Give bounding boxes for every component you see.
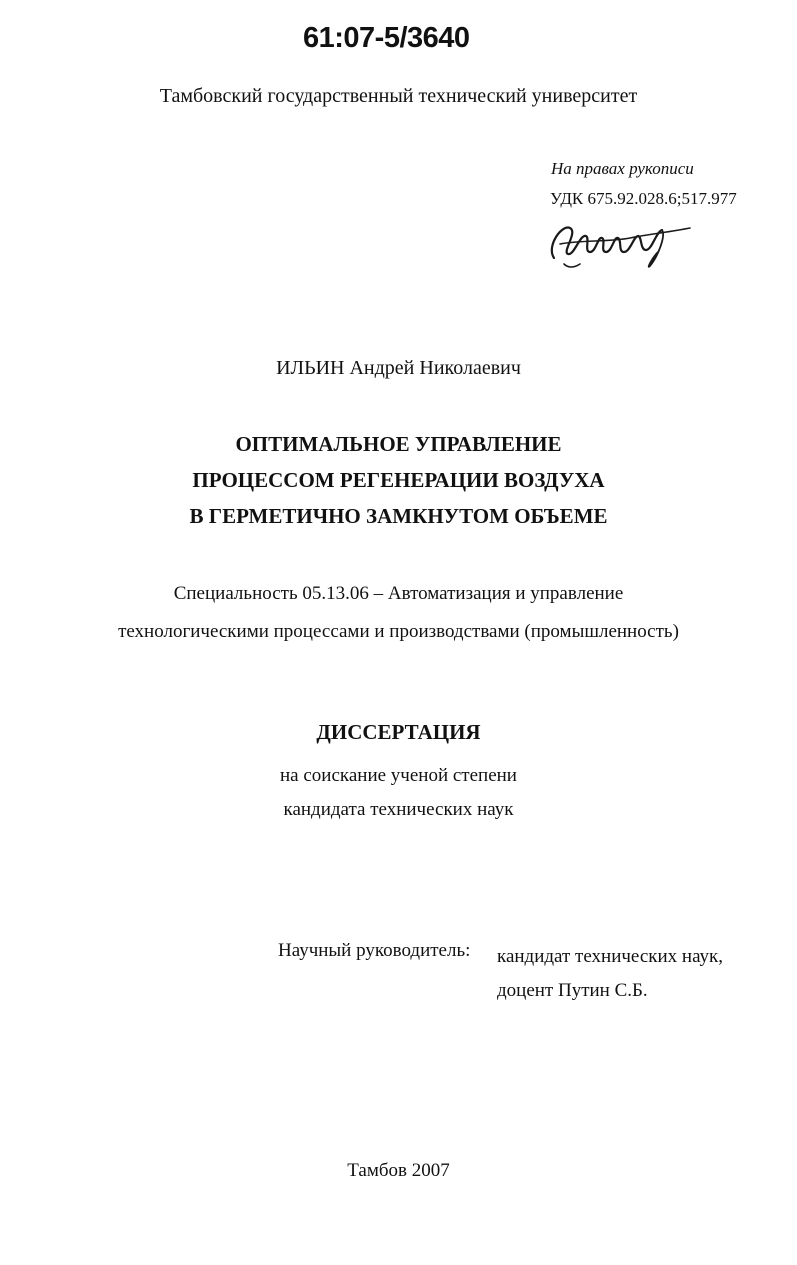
specialty (0, 575, 797, 651)
author-signature (540, 206, 700, 276)
title-line: ПРОЦЕССОМ РЕГЕНЕРАЦИИ ВОЗДУХА (192, 468, 605, 492)
degree-line: на соискание ученой степени (280, 765, 517, 786)
supervisor-line: кандидат технических наук, (497, 946, 724, 967)
degree-line: кандидата технических наук (283, 799, 514, 820)
degree-description (0, 759, 797, 827)
dissertation-title (0, 426, 797, 534)
supervisor-line: доцент Путин С.Б. (497, 980, 648, 1001)
registration-code: 61:07-5/3640 (303, 22, 470, 54)
supervisor-details (497, 940, 723, 1008)
university-name: Тамбовский государственный технический университет (159, 85, 638, 107)
document-type-heading: ДИССЕРТАЦИЯ (316, 720, 481, 744)
udk-code: УДК 675.92.028.6;517.977 (550, 189, 737, 208)
title-line: ОПТИМАЛЬНОЕ УПРАВЛЕНИЕ (235, 432, 562, 456)
specialty-line: Специальность 05.13.06 – Автоматизация и управление (173, 583, 624, 604)
city-year: Тамбов 2007 (347, 1160, 450, 1181)
specialty-line: технологическими процессами и производствами (промышленность) (118, 621, 679, 642)
manuscript-rights-note: На правах рукописи (551, 159, 694, 178)
author-name: ИЛЬИН Андрей Николаевич (276, 357, 521, 379)
title-line: В ГЕРМЕТИЧНО ЗАМКНУТОМ ОБЪЕМЕ (189, 504, 608, 528)
supervisor-label: Научный руководитель: (278, 940, 471, 961)
